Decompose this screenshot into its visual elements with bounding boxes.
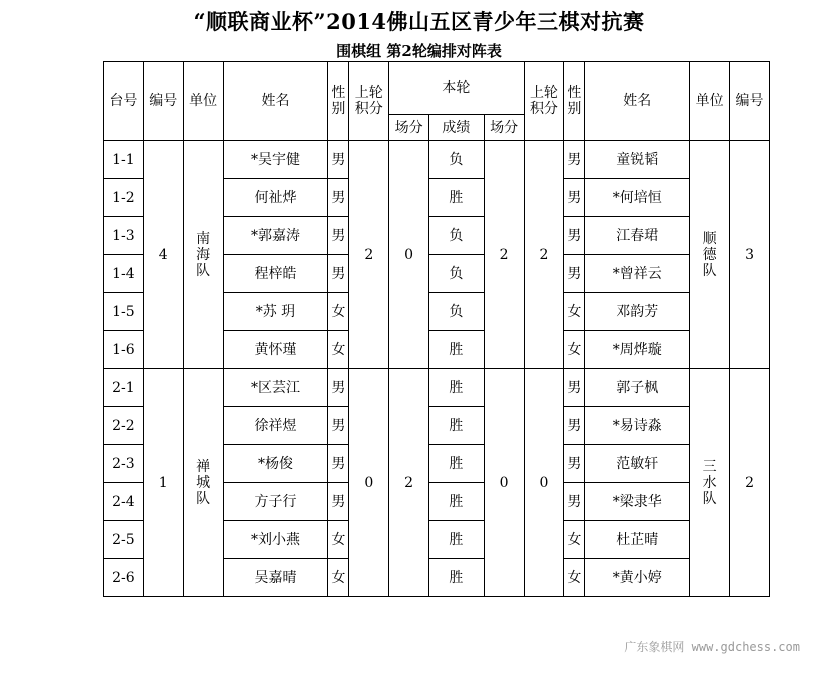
left-gender-cell: 女 <box>328 521 349 559</box>
right-unit-cell <box>690 369 730 597</box>
right-gender-cell: 女 <box>564 331 585 369</box>
right-gender-cell: 女 <box>564 521 585 559</box>
header-left-prev-text: 上轮积分 <box>354 85 383 117</box>
right-unit-cell <box>690 141 730 369</box>
left-no-cell: 4 <box>143 141 183 369</box>
left-name-cell: *苏 玥 <box>223 293 328 331</box>
header-this-round: 本轮 <box>389 62 524 115</box>
left-name-cell: 徐祥煜 <box>223 407 328 445</box>
left-gender-cell: 男 <box>328 445 349 483</box>
right-name-cell: 江春珺 <box>585 217 690 255</box>
result-cell: 负 <box>429 293 485 331</box>
right-no-cell: 3 <box>730 141 770 369</box>
table-no-cell: 2-6 <box>104 559 144 597</box>
table-no-cell: 2-1 <box>104 369 144 407</box>
header-left-score: 场分 <box>389 115 429 141</box>
table-no-cell: 2-4 <box>104 483 144 521</box>
right-name-cell: *梁隶华 <box>585 483 690 521</box>
left-name-cell: 程梓皓 <box>223 255 328 293</box>
left-prev-cell: 0 <box>349 369 389 597</box>
result-cell: 胜 <box>429 331 485 369</box>
header-right-score: 场分 <box>484 115 524 141</box>
left-unit-cell-text: 南海队 <box>196 230 211 279</box>
header-left-name: 姓名 <box>223 62 328 141</box>
result-cell: 胜 <box>429 521 485 559</box>
left-name-cell: 吴嘉晴 <box>223 559 328 597</box>
left-name-cell: 何祉烨 <box>223 179 328 217</box>
table-no-cell: 1-2 <box>104 179 144 217</box>
left-unit-cell-text: 禅城队 <box>196 458 211 507</box>
table-row <box>104 141 770 179</box>
header-left-gender-text: 性别 <box>331 85 346 117</box>
table-no-cell: 1-3 <box>104 217 144 255</box>
result-cell: 负 <box>429 217 485 255</box>
header-result: 成绩 <box>429 115 485 141</box>
right-unit-cell-text: 顺德队 <box>702 230 717 279</box>
left-gender-cell: 男 <box>328 483 349 521</box>
left-score-cell: 2 <box>389 369 429 597</box>
right-name-cell: 范敏轩 <box>585 445 690 483</box>
left-name-cell: 黄怀瑾 <box>223 331 328 369</box>
result-cell: 胜 <box>429 369 485 407</box>
left-no-cell: 1 <box>143 369 183 597</box>
page-subtitle: 围棋组 第2轮编排对阵表 <box>336 42 502 60</box>
right-name-cell: *曾祥云 <box>585 255 690 293</box>
left-gender-cell: 男 <box>328 141 349 179</box>
right-gender-cell: 男 <box>564 179 585 217</box>
header-left-gender <box>328 62 349 141</box>
right-score-cell: 2 <box>484 141 524 369</box>
table-no-cell: 2-2 <box>104 407 144 445</box>
table-no-cell: 2-5 <box>104 521 144 559</box>
right-no-cell: 2 <box>730 369 770 597</box>
left-gender-cell: 男 <box>328 407 349 445</box>
right-name-cell: *黄小婷 <box>585 559 690 597</box>
right-gender-cell: 男 <box>564 369 585 407</box>
result-cell: 胜 <box>429 179 485 217</box>
header-table-no: 台号 <box>104 62 144 141</box>
left-name-cell: *杨俊 <box>223 445 328 483</box>
right-name-cell: 杜芷晴 <box>585 521 690 559</box>
table-no-cell: 1-1 <box>104 141 144 179</box>
right-prev-cell: 2 <box>524 141 564 369</box>
right-gender-cell: 男 <box>564 407 585 445</box>
left-gender-cell: 女 <box>328 293 349 331</box>
watermark: 广东象棋网 www.gdchess.com <box>624 640 800 654</box>
left-score-cell: 0 <box>389 141 429 369</box>
header-right-prev <box>524 62 564 141</box>
right-gender-cell: 男 <box>564 141 585 179</box>
left-gender-cell: 女 <box>328 559 349 597</box>
table-no-cell: 1-4 <box>104 255 144 293</box>
result-cell: 胜 <box>429 407 485 445</box>
right-score-cell: 0 <box>484 369 524 597</box>
left-unit-cell <box>183 369 223 597</box>
left-name-cell: *郭嘉涛 <box>223 217 328 255</box>
header-right-no: 编号 <box>730 62 770 141</box>
right-gender-cell: 男 <box>564 483 585 521</box>
right-gender-cell: 女 <box>564 293 585 331</box>
right-name-cell: 童锐韬 <box>585 141 690 179</box>
right-gender-cell: 男 <box>564 217 585 255</box>
right-name-cell: 郭子枫 <box>585 369 690 407</box>
right-gender-cell: 男 <box>564 445 585 483</box>
header-right-gender <box>564 62 585 141</box>
right-name-cell: *易诗淼 <box>585 407 690 445</box>
right-name-cell: 邓韵芳 <box>585 293 690 331</box>
table-no-cell: 2-3 <box>104 445 144 483</box>
result-cell: 负 <box>429 141 485 179</box>
header-right-name: 姓名 <box>585 62 690 141</box>
left-gender-cell: 女 <box>328 331 349 369</box>
right-gender-cell: 女 <box>564 559 585 597</box>
left-gender-cell: 男 <box>328 179 349 217</box>
table-no-cell: 1-5 <box>104 293 144 331</box>
result-cell: 胜 <box>429 445 485 483</box>
right-gender-cell: 男 <box>564 255 585 293</box>
right-name-cell: *何培恒 <box>585 179 690 217</box>
left-name-cell: *刘小燕 <box>223 521 328 559</box>
left-gender-cell: 男 <box>328 217 349 255</box>
header-right-prev-text: 上轮积分 <box>529 85 558 117</box>
left-gender-cell: 男 <box>328 369 349 407</box>
table-no-cell: 1-6 <box>104 331 144 369</box>
pairing-table <box>103 61 770 597</box>
left-name-cell: *吴宇健 <box>223 141 328 179</box>
left-name-cell: *区芸江 <box>223 369 328 407</box>
header-left-no: 编号 <box>143 62 183 141</box>
left-unit-cell <box>183 141 223 369</box>
header-right-unit: 单位 <box>690 62 730 141</box>
result-cell: 胜 <box>429 483 485 521</box>
table-row <box>104 369 770 407</box>
right-name-cell: *周烨璇 <box>585 331 690 369</box>
header-left-unit: 单位 <box>183 62 223 141</box>
left-name-cell: 方子行 <box>223 483 328 521</box>
left-gender-cell: 男 <box>328 255 349 293</box>
left-prev-cell: 2 <box>349 141 389 369</box>
right-prev-cell: 0 <box>524 369 564 597</box>
header-left-prev <box>349 62 389 141</box>
page-title: “顺联商业杯”2014佛山五区青少年三棋对抗赛 <box>193 9 645 34</box>
result-cell: 负 <box>429 255 485 293</box>
result-cell: 胜 <box>429 559 485 597</box>
right-unit-cell-text: 三水队 <box>702 458 717 507</box>
header-right-gender-text: 性别 <box>567 85 582 117</box>
